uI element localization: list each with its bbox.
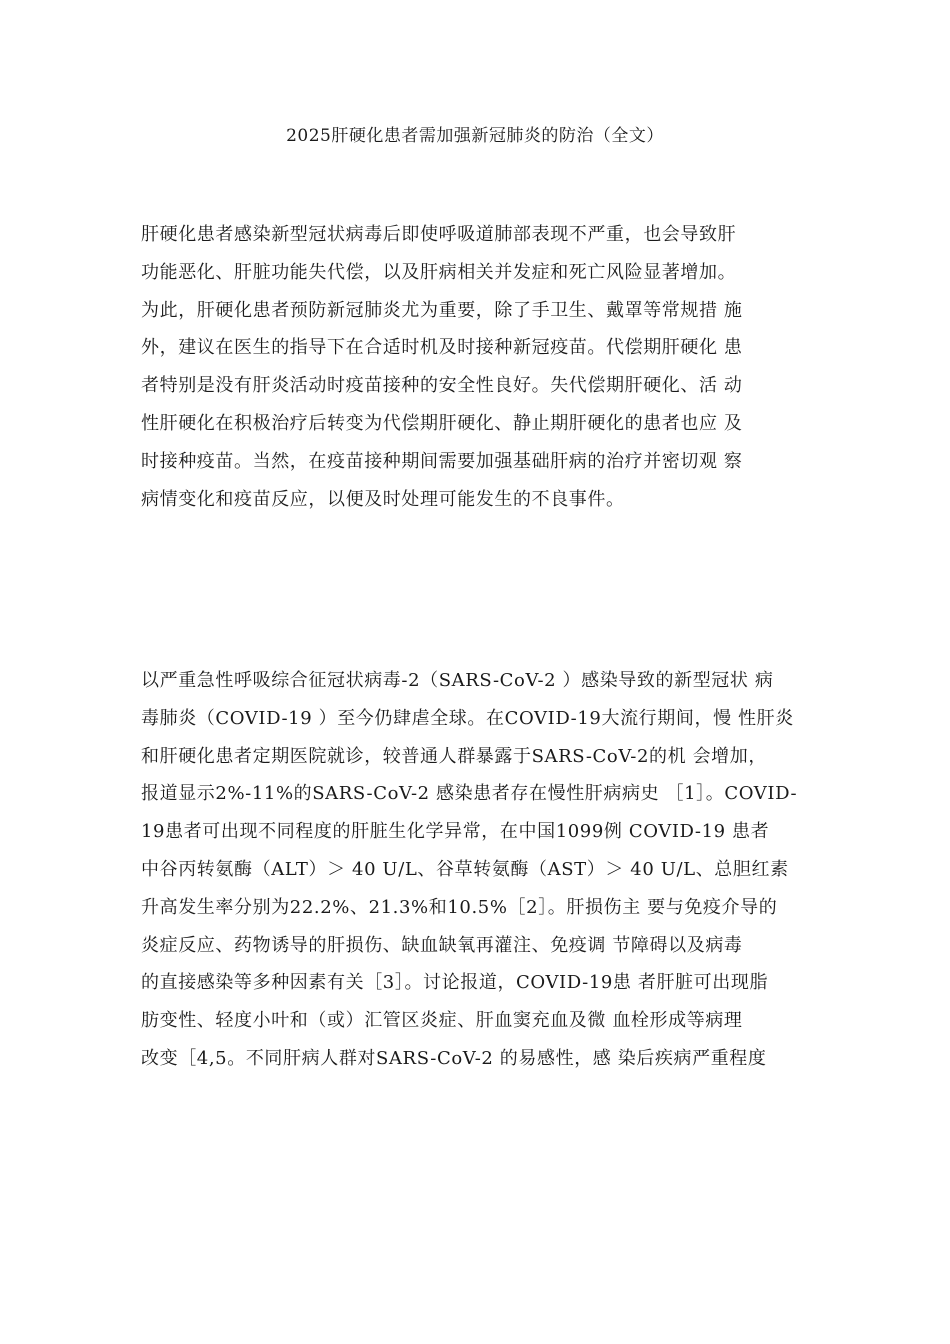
text-line: 病情变化和疫苗反应，以便及时处理可能发生的不良事件。: [141, 488, 625, 510]
text-line: 功能恶化、肝脏功能失代偿，以及肝病相关并发症和死亡风险显著增加。: [141, 261, 737, 283]
paragraph-1: [141, 216, 821, 518]
text-line: 和肝硬化患者定期医院就诊，较普通人群暴露于SARS-CoV-2的机 会增加，: [141, 745, 767, 767]
text-line: 以严重急性呼吸综合征冠状病毒-2（SARS-CoV-2 ）感染导致的新型冠状 病: [141, 670, 774, 691]
document-title: 2025肝硬化患者需加强新冠肺炎的防治（全文）: [286, 126, 664, 146]
text-line: 升高发生率分别为22.2%、21.3%和10.5%［2］。肝损伤主 要与免疫介导的: [141, 896, 778, 918]
text-line: 外，建议在医生的指导下在合适时机及时接种新冠疫苗。代偿期肝硬化 患: [141, 337, 743, 359]
text-line: 性肝硬化在积极治疗后转变为代偿期肝硬化、静止期肝硬化的患者也应 及: [141, 412, 743, 434]
paragraph-2: [141, 662, 821, 1078]
text-line: 为此，肝硬化患者预防新冠肺炎尤为重要，除了手卫生、戴罩等常规措 施: [141, 299, 743, 321]
text-line: 肪变性、轻度小叶和（或）汇管区炎症、肝血窦充血及微 血栓形成等病理: [141, 1010, 743, 1032]
text-line: 改变［4,5。不同肝病人群对SARS-CoV-2 的易感性，感 染后疾病严重程度: [141, 1047, 767, 1069]
text-line: 的直接感染等多种因素有关［3］。讨论报道，COVID-19患 者肝脏可出现脂: [141, 972, 769, 994]
text-line: 时接种疫苗。当然，在疫苗接种期间需要加强基础肝病的治疗并密切观 察: [141, 450, 743, 472]
text-line: 毒肺炎（COVID-19 ）至今仍肆虐全球。在COVID-19大流行期间，慢 性肝炎: [141, 707, 794, 729]
text-line: 19患者可出现不同程度的肝脏生化学异常，在中国1099例 COVID-19 患者: [141, 821, 770, 843]
text-line: 中谷丙转氨酶（ALT）＞ 40 U/L、谷草转氨酶（AST）＞ 40 U/L、总胆红素: [141, 858, 789, 880]
text-line: 肝硬化患者感染新型冠状病毒后即使呼吸道肺部表现不严重，也会导致肝: [141, 224, 737, 245]
text-line: 炎症反应、药物诱导的肝损伤、缺血缺氧再灌注、免疫调 节障碍以及病毒: [141, 934, 743, 956]
text-line: 者特别是没有肝炎活动时疫苗接种的安全性良好。失代偿期肝硬化、活 动: [141, 375, 743, 397]
text-line: 报道显示2%-11%的SARS-CoV-2 感染患者存在慢性肝病病史 ［1］。COVID-: [141, 783, 798, 805]
